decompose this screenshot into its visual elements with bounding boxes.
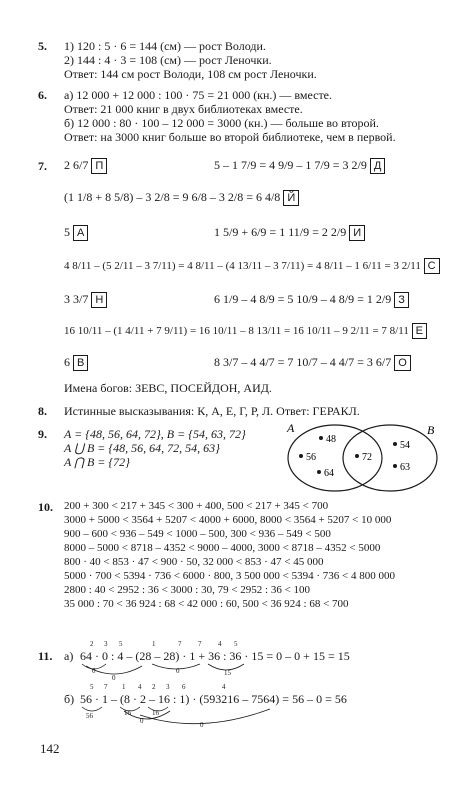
expression: 3 3/7 [64,292,89,306]
sub-result: 0 [112,674,116,682]
dot [317,470,321,474]
task-10-line-7: 2800 : 40 < 2952 : 36 < 3000 : 30, 79 < 2952 : 36 < 100 [64,584,311,596]
order-mark: 2 [152,683,156,691]
task-7-gods: Имена богов: ЗЕВС, ПОСЕЙДОН, АИД. [64,381,272,395]
sub-result: 0 [92,667,96,675]
answer-letter-box: Й [283,190,299,206]
task-9-union: A ⋃ B = {48, 56, 64, 72, 54, 63} [64,441,220,455]
element-54: 54 [400,440,410,451]
task-10-line-8: 35 000 : 70 < 36 924 : 68 < 42 000 : 60, 500 < 36 924 : 68 < 700 [64,598,349,610]
task-11-b-brackets [80,705,290,733]
answer-letter-box: Н [91,292,107,308]
task-11-a-expression: 64 · 0 : 4 – (28 – 28) · 1 + 36 : 36 · 15 = 0 – 0 + 15 = 15 [80,649,350,663]
expression: 6 1/9 – 4 8/9 = 5 10/9 – 4 8/9 = 1 2/9 [214,292,392,306]
order-mark: 7 [198,640,202,648]
venn-diagram [285,422,445,494]
answer-letter-box: Е [412,323,427,339]
order-mark: 7 [104,683,108,691]
task-8-text: Истинные высказывания: К, А, Е, Г, Р, Л. Ответ: ГЕРАКЛ. [64,404,360,418]
task-6-number: 6. [38,88,47,102]
order-mark: 7 [178,640,182,648]
dot [393,464,397,468]
answer-letter-box: В [73,355,88,371]
expression: 5 [64,225,70,239]
task-6-line-1: а) 12 000 + 12 000 : 100 · 75 = 21 000 (кн.) — вместе. [64,88,333,102]
dot [393,442,397,446]
task-6-answer: Ответ: на 3000 книг больше во второй библиотеке, чем в первой. [64,130,396,144]
task-10-line-6: 5000 · 700 < 5394 · 736 < 6000 · 800, 3 500 000 < 5394 · 736 < 4 800 000 [64,570,395,582]
order-mark: 4 [138,683,142,691]
task-6-line-3: б) 12 000 : 80 · 100 – 12 000 = 3000 (кн.) — больше во второй. [64,116,379,130]
task-7-row-6 [64,323,427,339]
element-48: 48 [326,434,336,445]
task-8-number: 8. [38,404,47,418]
task-7-row-1-left [64,158,107,174]
sub-result: 15 [224,669,231,677]
element-63: 63 [400,462,410,473]
expression: 5 – 1 7/9 = 4 9/9 – 1 7/9 = 3 2/9 [214,158,367,172]
expression: 6 [64,355,70,369]
task-7-row-3-left [64,225,88,241]
expression: 8 3/7 – 4 4/7 = 7 10/7 – 4 4/7 = 3 6/7 [214,355,392,369]
task-7-row-1-right [214,158,385,174]
answer-letter-box: А [73,225,88,241]
order-mark: 5 [90,683,94,691]
dot [299,454,303,458]
sub-result: 0 [200,721,204,729]
sub-result: 16 [152,709,159,717]
order-mark: 1 [122,683,126,691]
task-10-line-3: 900 – 600 < 936 – 549 < 1000 – 500, 300 < 936 – 549 < 500 [64,528,331,540]
task-5-number: 5. [38,39,47,53]
task-7-row-7-right [214,355,411,371]
task-10-number: 10. [38,500,53,514]
task-5-line-2: 2) 144 : 4 · 3 = 108 (см) — рост Леночки. [64,53,272,67]
task-10-line-5: 800 · 40 < 853 · 47 < 900 · 50, 32 000 < 853 · 47 < 45 000 [64,556,324,568]
set-b-ellipse [343,425,437,491]
answer-letter-box: П [91,158,107,174]
order-mark: 5 [234,640,238,648]
order-mark: 4 [222,683,226,691]
task-6-line-2: Ответ: 21 000 книг в двух библиотеках вместе. [64,102,303,116]
task-7-row-3-right [214,225,365,241]
expression: 2 6/7 [64,158,89,172]
order-mark: 3 [166,683,170,691]
task-11-a-label: а) [64,649,74,663]
task-10-line-2: 3000 + 5000 < 3564 + 5207 < 4000 + 6000, 8000 < 3564 + 5207 < 10 000 [64,514,392,526]
task-5-answer: Ответ: 144 см рост Володи, 108 см рост Леночки. [64,67,317,81]
task-11-a-brackets [80,662,280,686]
answer-letter-box: О [394,355,411,371]
task-10-line-1: 200 + 300 < 217 + 345 < 300 + 400, 500 < 217 + 345 < 700 [64,500,329,512]
expression: 1 5/9 + 6/9 = 1 11/9 = 2 2/9 [214,225,347,239]
order-mark: 1 [152,640,156,648]
task-11-number: 11. [38,649,53,663]
element-64: 64 [324,468,334,479]
order-mark: 6 [182,683,186,691]
task-11-b-expression: 56 · 1 – (8 · 2 – 16 : 1) · (593216 – 7564) = 56 – 0 = 56 [80,692,347,706]
task-11-b-label: б) [64,692,75,706]
element-56: 56 [306,452,316,463]
sub-result: 0 [176,667,180,675]
dot [355,454,359,458]
set-b-label: B [427,423,435,437]
task-9-intersection: A ⋂ B = {72} [64,455,130,469]
task-9-number: 9. [38,427,47,441]
answer-letter-box: Д [370,158,385,174]
element-72: 72 [362,452,372,463]
task-7-row-4 [64,258,440,274]
sub-result: 16 [124,709,131,717]
order-mark: 3 [104,640,108,648]
set-a-label: A [287,422,295,435]
order-mark: 2 [90,640,94,648]
order-mark: 4 [218,640,222,648]
sub-result: 56 [86,712,93,720]
answer-letter-box: С [424,258,440,274]
page-number: 142 [40,741,60,756]
order-mark: 5 [119,640,123,648]
answer-letter-box: З [394,292,409,308]
task-7-row-5-right [214,292,409,308]
expression: 16 10/11 – (1 4/11 + 7 9/11) = 16 10/11 – 8 13/11 = 16 10/11 – 9 2/11 = 7 8/11 [64,325,409,337]
sub-result: 0 [140,717,144,725]
answer-letter-box: И [349,225,365,241]
expression: (1 1/8 + 8 5/8) – 3 2/8 = 9 6/8 – 3 2/8 = 6 4/8 [64,190,281,204]
task-9-sets: A = {48, 56, 64, 72}, B = {54, 63, 72} [64,427,246,441]
expression: 4 8/11 – (5 2/11 – 3 7/11) = 4 8/11 – (4 13/11 – 3 7/11) = 4 8/11 – 1 6/11 = 3 2/11 [64,260,421,272]
task-10-line-4: 8000 – 5000 < 8718 – 4352 < 9000 – 4000, 3000 < 8718 – 4352 < 5000 [64,542,381,554]
task-7-number: 7. [38,159,47,173]
task-7-row-7-left [64,355,88,371]
task-5-line-1: 1) 120 : 5 · 6 = 144 (см) — рост Володи. [64,39,266,53]
dot [319,436,323,440]
task-7-row-2 [64,190,299,206]
task-7-row-5-left [64,292,107,308]
